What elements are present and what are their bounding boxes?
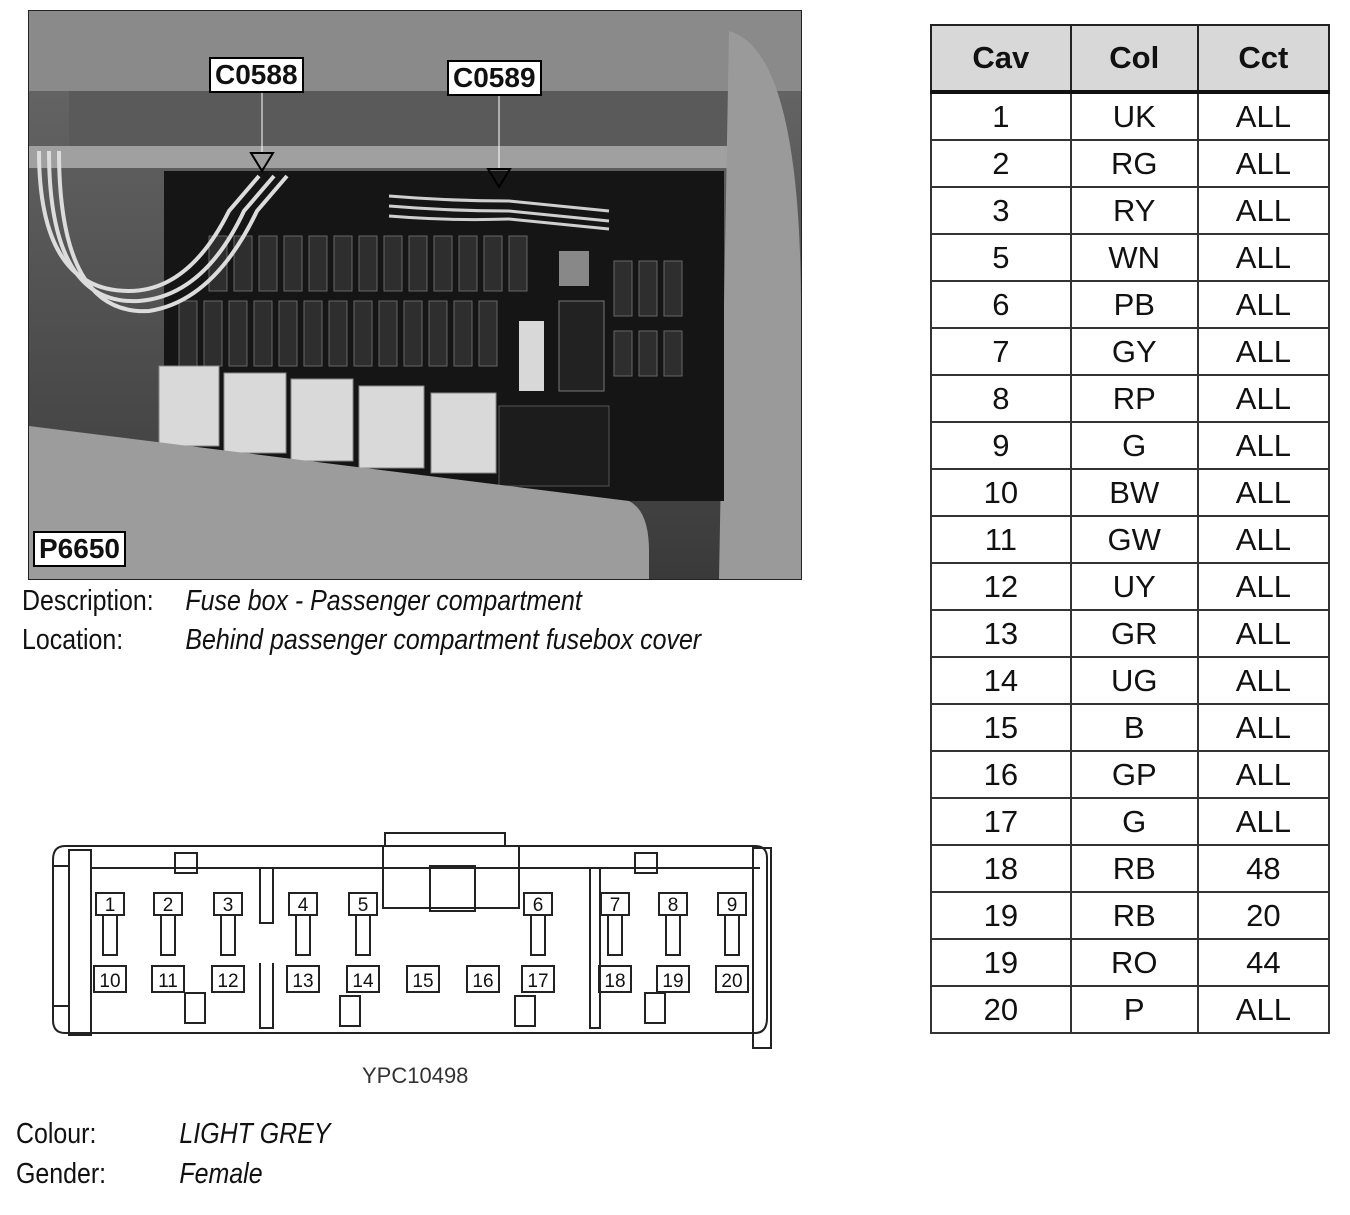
pin-number-label: 1 — [104, 895, 116, 916]
cav-cell: 5 — [931, 234, 1071, 281]
pinout-table — [930, 24, 1330, 1034]
pin-number-label: 10 — [99, 971, 121, 992]
col-cell: G — [1071, 422, 1198, 469]
col-cell: UK — [1071, 92, 1198, 140]
table-row — [931, 328, 1329, 375]
table-row — [931, 845, 1329, 892]
table-header-row — [931, 25, 1329, 92]
description-label: Description: — [22, 585, 154, 617]
table-row — [931, 939, 1329, 986]
table-row — [931, 657, 1329, 704]
cct-cell: ALL — [1198, 986, 1329, 1033]
pin-number-label: 18 — [604, 971, 626, 992]
cav-cell: 6 — [931, 281, 1071, 328]
pin-stem — [725, 915, 739, 955]
col-cell: GY — [1071, 328, 1198, 375]
col-cell: P — [1071, 986, 1198, 1033]
col-cell: RB — [1071, 892, 1198, 939]
table-row — [931, 375, 1329, 422]
table-row — [931, 704, 1329, 751]
description-value: Fuse box - Passenger compartment — [185, 585, 582, 617]
table-row — [931, 892, 1329, 939]
col-cell: WN — [1071, 234, 1198, 281]
pin-number-label: 20 — [721, 971, 743, 992]
cct-cell: ALL — [1198, 187, 1329, 234]
cav-cell: 18 — [931, 845, 1071, 892]
location-value: Behind passenger compartment fusebox cover — [185, 624, 702, 656]
pin-number-label: 17 — [527, 971, 549, 992]
cct-cell: ALL — [1198, 657, 1329, 704]
table-row — [931, 92, 1329, 140]
gender-label: Gender: — [16, 1158, 107, 1190]
header-cav: Cav — [931, 25, 1071, 92]
pin-number-label: 5 — [357, 895, 369, 916]
col-cell: RB — [1071, 845, 1198, 892]
table-row — [931, 187, 1329, 234]
cct-cell: ALL — [1198, 610, 1329, 657]
cav-cell: 20 — [931, 986, 1071, 1033]
table-row — [931, 798, 1329, 845]
col-cell: UY — [1071, 563, 1198, 610]
cct-cell: 44 — [1198, 939, 1329, 986]
pin-number-label: 14 — [352, 971, 374, 992]
fusebox-photo — [28, 10, 802, 580]
cct-cell: ALL — [1198, 140, 1329, 187]
cct-cell: ALL — [1198, 798, 1329, 845]
cct-cell: ALL — [1198, 469, 1329, 516]
cct-cell: ALL — [1198, 422, 1329, 469]
cav-cell: 15 — [931, 704, 1071, 751]
pin-stem — [103, 915, 117, 955]
description-row — [22, 585, 582, 618]
gender-value: Female — [179, 1158, 263, 1190]
colour-value: LIGHT GREY — [179, 1118, 331, 1150]
cav-cell: 10 — [931, 469, 1071, 516]
table-row — [931, 516, 1329, 563]
cav-cell: 19 — [931, 939, 1071, 986]
cav-cell: 14 — [931, 657, 1071, 704]
col-cell: GW — [1071, 516, 1198, 563]
pin-number-label: 4 — [297, 895, 309, 916]
col-cell: BW — [1071, 469, 1198, 516]
pin-number-label: 8 — [667, 895, 679, 916]
pin-number-label: 12 — [217, 971, 239, 992]
colour-row — [16, 1118, 331, 1151]
cav-cell: 16 — [931, 751, 1071, 798]
table-row — [931, 140, 1329, 187]
pin-stem — [161, 915, 175, 955]
cct-cell: ALL — [1198, 704, 1329, 751]
col-cell: GP — [1071, 751, 1198, 798]
cct-cell: ALL — [1198, 751, 1329, 798]
cav-cell: 11 — [931, 516, 1071, 563]
col-cell: RP — [1071, 375, 1198, 422]
pin-number-label: 6 — [532, 895, 544, 916]
pin-number-label: 19 — [662, 971, 684, 992]
table-row — [931, 469, 1329, 516]
cav-cell: 3 — [931, 187, 1071, 234]
pin-stem — [531, 915, 545, 955]
pin-stem — [296, 915, 310, 955]
table-row — [931, 986, 1329, 1033]
colour-label: Colour: — [16, 1118, 97, 1150]
cct-cell: ALL — [1198, 328, 1329, 375]
pin-stem — [608, 915, 622, 955]
table-body — [931, 92, 1329, 1033]
table-row — [931, 422, 1329, 469]
table-row — [931, 751, 1329, 798]
pin-number-label: 15 — [412, 971, 434, 992]
table-row — [931, 610, 1329, 657]
cct-cell: ALL — [1198, 516, 1329, 563]
gender-row — [16, 1158, 263, 1191]
col-cell: UG — [1071, 657, 1198, 704]
col-cell: GR — [1071, 610, 1198, 657]
col-cell: RO — [1071, 939, 1198, 986]
table-row — [931, 234, 1329, 281]
connector-code: YPC10498 — [362, 1063, 469, 1088]
location-row — [22, 624, 702, 657]
pin-number-label: 13 — [292, 971, 314, 992]
cct-cell: 20 — [1198, 892, 1329, 939]
col-cell: G — [1071, 798, 1198, 845]
pin-stem — [356, 915, 370, 955]
location-label: Location: — [22, 624, 124, 656]
cct-cell: ALL — [1198, 92, 1329, 140]
pin-number-label: 2 — [162, 895, 174, 916]
col-cell: B — [1071, 704, 1198, 751]
header-cct: Cct — [1198, 25, 1329, 92]
cav-cell: 8 — [931, 375, 1071, 422]
header-col: Col — [1071, 25, 1198, 92]
cct-cell: ALL — [1198, 375, 1329, 422]
col-cell: RG — [1071, 140, 1198, 187]
pin-number-label: 16 — [472, 971, 494, 992]
cav-cell: 13 — [931, 610, 1071, 657]
pin-number-label: 9 — [726, 895, 738, 916]
cav-cell: 17 — [931, 798, 1071, 845]
cct-cell: ALL — [1198, 281, 1329, 328]
pin-number-label: 3 — [222, 895, 234, 916]
fusebox-photo-graphic — [29, 11, 801, 579]
connector-diagram — [45, 828, 800, 1053]
table-row — [931, 563, 1329, 610]
cav-cell: 12 — [931, 563, 1071, 610]
table-row — [931, 281, 1329, 328]
connector-face-graphic — [45, 828, 800, 1053]
photo-ref-label: P6650 — [33, 531, 126, 567]
cct-cell: ALL — [1198, 234, 1329, 281]
cct-cell: 48 — [1198, 845, 1329, 892]
pin-number-label: 11 — [158, 971, 178, 992]
pin-number-label: 7 — [609, 895, 621, 916]
cav-cell: 9 — [931, 422, 1071, 469]
cav-cell: 1 — [931, 92, 1071, 140]
cav-cell: 7 — [931, 328, 1071, 375]
cav-cell: 2 — [931, 140, 1071, 187]
cav-cell: 19 — [931, 892, 1071, 939]
callout-c0589: C0589 — [447, 60, 542, 96]
pin-stem — [666, 915, 680, 955]
cct-cell: ALL — [1198, 563, 1329, 610]
col-cell: PB — [1071, 281, 1198, 328]
callout-c0588: C0588 — [209, 57, 304, 93]
col-cell: RY — [1071, 187, 1198, 234]
pin-stem — [221, 915, 235, 955]
